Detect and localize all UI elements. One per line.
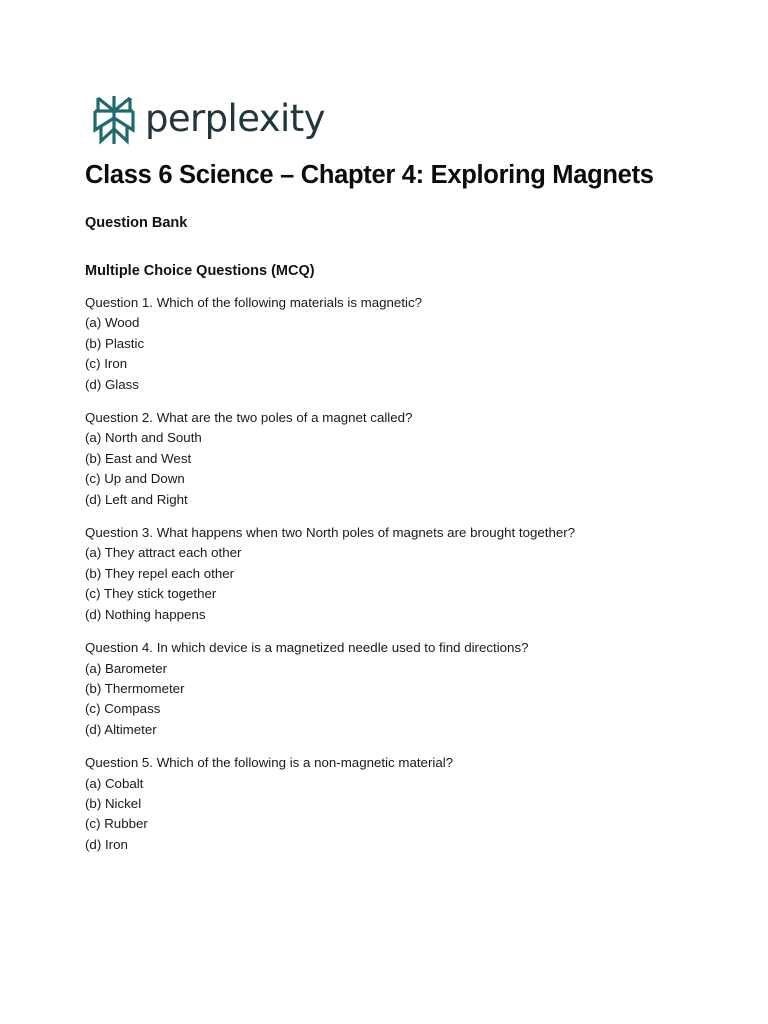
- option-c: (c) Iron: [85, 356, 128, 372]
- option-c: (c) They stick together: [85, 586, 217, 602]
- question-text: Question 1. Which of the following materials is magnetic?: [85, 295, 423, 310]
- question-text: Question 2. What are the two poles of a magnet called?: [85, 410, 413, 426]
- question-list: [85, 293, 725, 868]
- option-d: (d) Iron: [85, 836, 128, 852]
- mcq-section-heading: Multiple Choice Questions (MCQ): [85, 263, 315, 279]
- option-a: (a) Cobalt: [85, 775, 144, 791]
- option-b: (b) Plastic: [85, 335, 145, 351]
- perplexity-logo: [93, 94, 325, 146]
- question-text: Question 5. Which of the following is a non-magnetic material?: [85, 755, 454, 771]
- option-d: (d) Left and Right: [85, 491, 188, 507]
- option-b: (b) Nickel: [85, 795, 142, 811]
- option-d: (d) Altimeter: [85, 721, 157, 737]
- question-1: [85, 293, 725, 395]
- question-text: Question 4. In which device is a magnetized needle used to find directions?: [85, 640, 529, 656]
- question-5: [85, 753, 725, 855]
- option-b: (b) Thermometer: [85, 680, 185, 696]
- perplexity-wordmark: perplexity: [145, 96, 325, 140]
- option-a: (a) North and South: [85, 430, 202, 446]
- option-c: (c) Rubber: [85, 816, 148, 832]
- question-2: [85, 408, 725, 510]
- question-4: [85, 638, 725, 740]
- question-bank-heading: Question Bank: [85, 215, 188, 231]
- option-d: (d) Glass: [85, 376, 139, 392]
- option-c: (c) Compass: [85, 701, 161, 717]
- option-a: (a) They attract each other: [85, 545, 242, 561]
- option-b: (b) East and West: [85, 450, 192, 466]
- option-c: (c) Up and Down: [85, 471, 185, 487]
- option-b: (b) They repel each other: [85, 565, 235, 581]
- document-title: Class 6 Science – Chapter 4: Exploring Magnets: [85, 161, 654, 189]
- perplexity-logo-icon: [93, 95, 135, 145]
- option-a: (a) Barometer: [85, 660, 168, 676]
- option-a: (a) Wood: [85, 315, 140, 331]
- question-text: Question 3. What happens when two North poles of magnets are brought together?: [85, 525, 576, 541]
- question-3: [85, 523, 725, 625]
- option-d: (d) Nothing happens: [85, 606, 206, 622]
